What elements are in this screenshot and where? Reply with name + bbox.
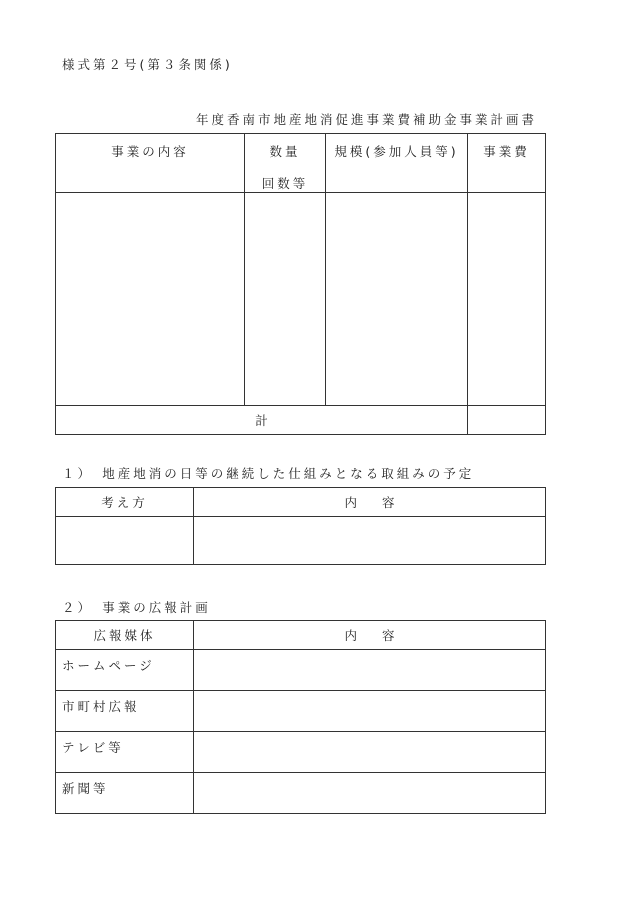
business-content-cell[interactable] bbox=[56, 193, 245, 406]
header-media: 広報媒体 bbox=[56, 621, 194, 650]
section2-heading: ２） 事業の広報計画 bbox=[62, 600, 211, 615]
cost-cell[interactable] bbox=[468, 193, 546, 406]
section1-heading: １） 地産地消の日等の継続した仕組みとなる取組みの予定 bbox=[62, 466, 475, 481]
media-municipal-bulletin: 市町村広報 bbox=[56, 691, 194, 732]
media-newspaper: 新聞等 bbox=[56, 773, 194, 814]
publicity-row bbox=[56, 691, 546, 732]
plan-table-header-row bbox=[56, 134, 546, 193]
header-approach: 考え方 bbox=[56, 488, 194, 517]
publicity-row bbox=[56, 650, 546, 691]
initiatives-content-cell[interactable] bbox=[194, 517, 546, 565]
publicity-content-cell[interactable] bbox=[194, 773, 546, 814]
media-homepage: ホームページ bbox=[56, 650, 194, 691]
header-initiatives-content: 内 容 bbox=[194, 488, 546, 517]
header-quantity: 数量 回数等 bbox=[245, 134, 326, 193]
publicity-content-cell[interactable] bbox=[194, 650, 546, 691]
initiatives-header-row bbox=[56, 488, 546, 517]
continuing-initiatives-table bbox=[55, 487, 546, 565]
header-publicity-content: 内 容 bbox=[194, 621, 546, 650]
publicity-row bbox=[56, 732, 546, 773]
form-number: 様式第２号(第３条関係) bbox=[62, 57, 233, 72]
header-business-content: 事業の内容 bbox=[56, 134, 245, 193]
publicity-row bbox=[56, 773, 546, 814]
plan-table-total-row bbox=[56, 406, 546, 435]
media-tv: テレビ等 bbox=[56, 732, 194, 773]
publicity-content-cell[interactable] bbox=[194, 732, 546, 773]
header-cost: 事業費 bbox=[468, 134, 546, 193]
total-cost-cell[interactable] bbox=[468, 406, 546, 435]
scale-cell[interactable] bbox=[326, 193, 468, 406]
initiatives-entry-row bbox=[56, 517, 546, 565]
publicity-header-row bbox=[56, 621, 546, 650]
business-plan-table bbox=[55, 133, 546, 435]
total-label: 計 bbox=[56, 406, 468, 435]
publicity-content-cell[interactable] bbox=[194, 691, 546, 732]
header-scale: 規模(参加人員等) bbox=[326, 134, 468, 193]
approach-cell[interactable] bbox=[56, 517, 194, 565]
publicity-plan-table bbox=[55, 620, 546, 814]
document-title: 年度香南市地産地消促進事業費補助金事業計画書 bbox=[196, 112, 538, 127]
quantity-cell[interactable] bbox=[245, 193, 326, 406]
plan-table-entry-row bbox=[56, 193, 546, 406]
